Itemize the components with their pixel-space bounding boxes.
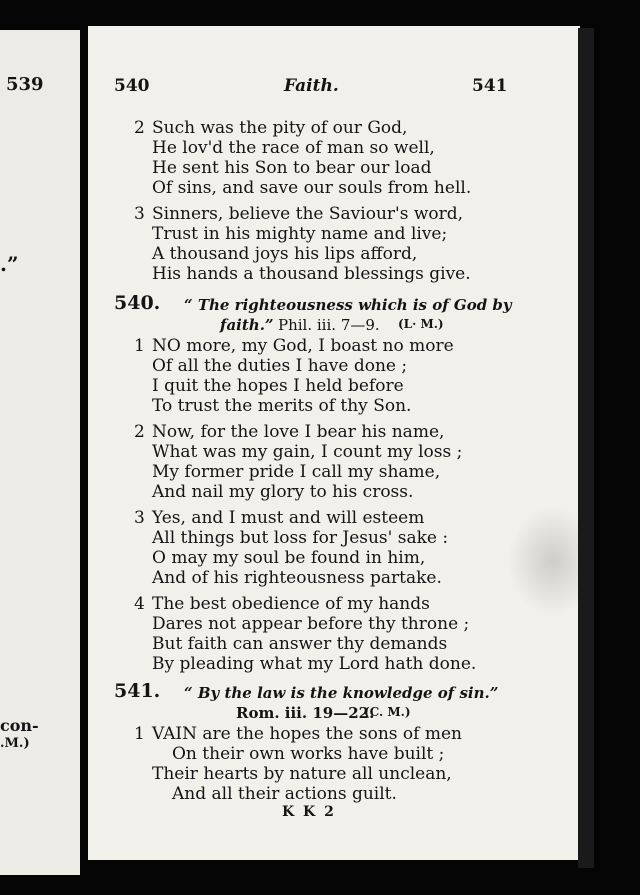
stanza-number: 1 [134, 336, 145, 356]
stanza-number: 1 [134, 724, 145, 744]
verse-line: Dares not appear before thy throne ; [152, 614, 470, 634]
hymnal-page [88, 26, 580, 860]
verse-line: Trust in his mighty name and live; [152, 224, 448, 244]
page-stain [508, 506, 580, 616]
verse-line: All things but loss for Jesus' sake : [152, 528, 449, 548]
hymn-title: “ By the law is the knowledge of sin.” [184, 684, 499, 702]
verse-line: Their hearts by nature all unclean, [152, 764, 452, 784]
page-number-left: 540 [114, 76, 150, 96]
meter-label: (L· M.) [398, 317, 444, 331]
stanza-number: 3 [134, 508, 145, 528]
left-page-con-fragment: con- [0, 716, 39, 735]
verse-line: By pleading what my Lord hath done. [152, 654, 477, 674]
verse-line: Of sins, and save our souls from hell. [152, 178, 472, 198]
scripture-reference: Phil. iii. 7—9. [278, 316, 380, 334]
page-title: Faith. [284, 76, 339, 96]
hymn-title: “ The righteousness which is of God by [184, 296, 512, 314]
verse-line: 2 Such was the pity of our God, [134, 118, 408, 138]
verse-line: 4 The best obedience of my hands [134, 594, 430, 614]
left-page-meter-fragment: .M.) [0, 736, 30, 751]
verse-line: What was my gain, I count my loss ; [152, 442, 463, 462]
verse-line: He sent his Son to bear our load [152, 158, 432, 178]
book-edge [578, 28, 594, 868]
verse-line: My former pride I call my shame, [152, 462, 441, 482]
verse-line: And nail my glory to his cross. [152, 482, 414, 502]
meter-label: (C. M.) [364, 705, 411, 719]
verse-line: And all their actions guilt. [172, 784, 397, 804]
page-number-right: 541 [472, 76, 508, 96]
scripture-reference: Rom. iii. 19—22. [236, 704, 375, 722]
signature-mark: K K 2 [282, 804, 336, 820]
verse-line: 1 NO more, my God, I boast no more [134, 336, 454, 356]
stanza-number: 2 [134, 118, 145, 138]
left-page-number: 539 [6, 74, 44, 95]
verse-line: To trust the merits of thy Son. [152, 396, 412, 416]
verse-line: He lov'd the race of man so well, [152, 138, 435, 158]
verse-line: O may my soul be found in him, [152, 548, 426, 568]
running-header [88, 76, 580, 100]
verse-line: 3 Sinners, believe the Saviour's word, [134, 204, 464, 224]
verse-line: 3 Yes, and I must and will esteem [134, 508, 425, 528]
left-page-quote-mark: .” [0, 252, 19, 276]
verse-line: Of all the duties I have done ; [152, 356, 408, 376]
verse-line: On their own works have built ; [172, 744, 445, 764]
verse-line: A thousand joys his lips afford, [152, 244, 418, 264]
verse-line: His hands a thousand blessings give. [152, 264, 471, 284]
verse-line: 1 VAIN are the hopes the sons of men [134, 724, 462, 744]
verse-line: 2 Now, for the love I bear his name, [134, 422, 445, 442]
hymn-title-continued: faith.” [220, 316, 274, 334]
verse-line: And of his righteousness partake. [152, 568, 442, 588]
verse-line: But faith can answer thy demands [152, 634, 448, 654]
hymn-number: 541. [114, 680, 161, 702]
left-page-fragment [0, 30, 80, 875]
stanza-number: 3 [134, 204, 145, 224]
hymn-number: 540. [114, 292, 161, 314]
stanza-number: 2 [134, 422, 145, 442]
stanza-number: 4 [134, 594, 145, 614]
verse-line: I quit the hopes I held before [152, 376, 404, 396]
